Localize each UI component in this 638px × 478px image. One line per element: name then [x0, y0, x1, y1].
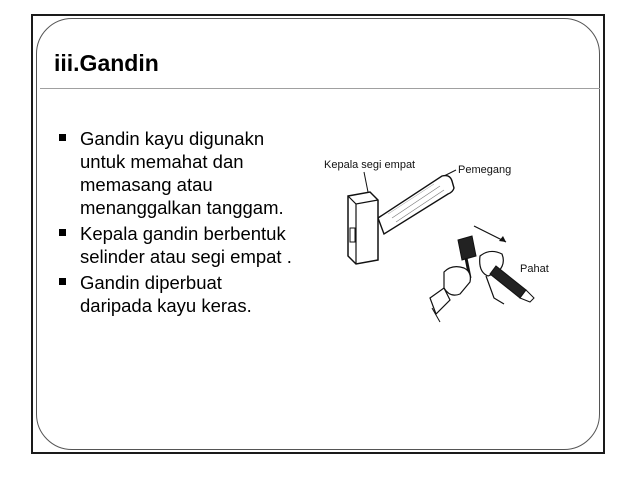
bullet-text-line: memasang atau	[80, 174, 213, 195]
head-leader-line	[364, 172, 368, 192]
bullet-item	[56, 222, 336, 268]
bullet-item	[56, 271, 336, 317]
mallet-handle	[378, 176, 454, 234]
hand-with-chisel	[480, 251, 534, 304]
slide-title: iii.Gandin	[54, 50, 159, 76]
bullet-text-line: daripada kayu keras.	[80, 295, 252, 316]
bullet-text-line: Gandin kayu digunakn	[80, 128, 265, 149]
bullet-text-line: Kepala gandin berbentuk	[80, 223, 286, 244]
bullet-text-line: untuk memahat dan	[80, 151, 244, 172]
motion-arrow-icon	[474, 226, 506, 242]
bullet-text-line: menanggalkan tanggam.	[80, 197, 284, 218]
square-bullet-icon	[59, 229, 66, 236]
mallet-head	[348, 192, 378, 264]
handle-label: Pemegang	[458, 164, 512, 176]
mallet-illustration	[320, 148, 560, 328]
square-bullet-icon	[59, 134, 66, 141]
chisel-label: Pahat	[520, 263, 549, 275]
head-label: Kepala segi empat	[324, 159, 416, 171]
bullet-text-line: selinder atau segi empat .	[80, 246, 292, 267]
bullet-text-line: Gandin diperbuat	[80, 272, 222, 293]
square-bullet-icon	[59, 278, 66, 285]
hand-with-mallet	[430, 236, 476, 322]
title-divider	[40, 88, 600, 89]
bullet-item	[56, 127, 336, 219]
bullet-list	[56, 127, 336, 320]
